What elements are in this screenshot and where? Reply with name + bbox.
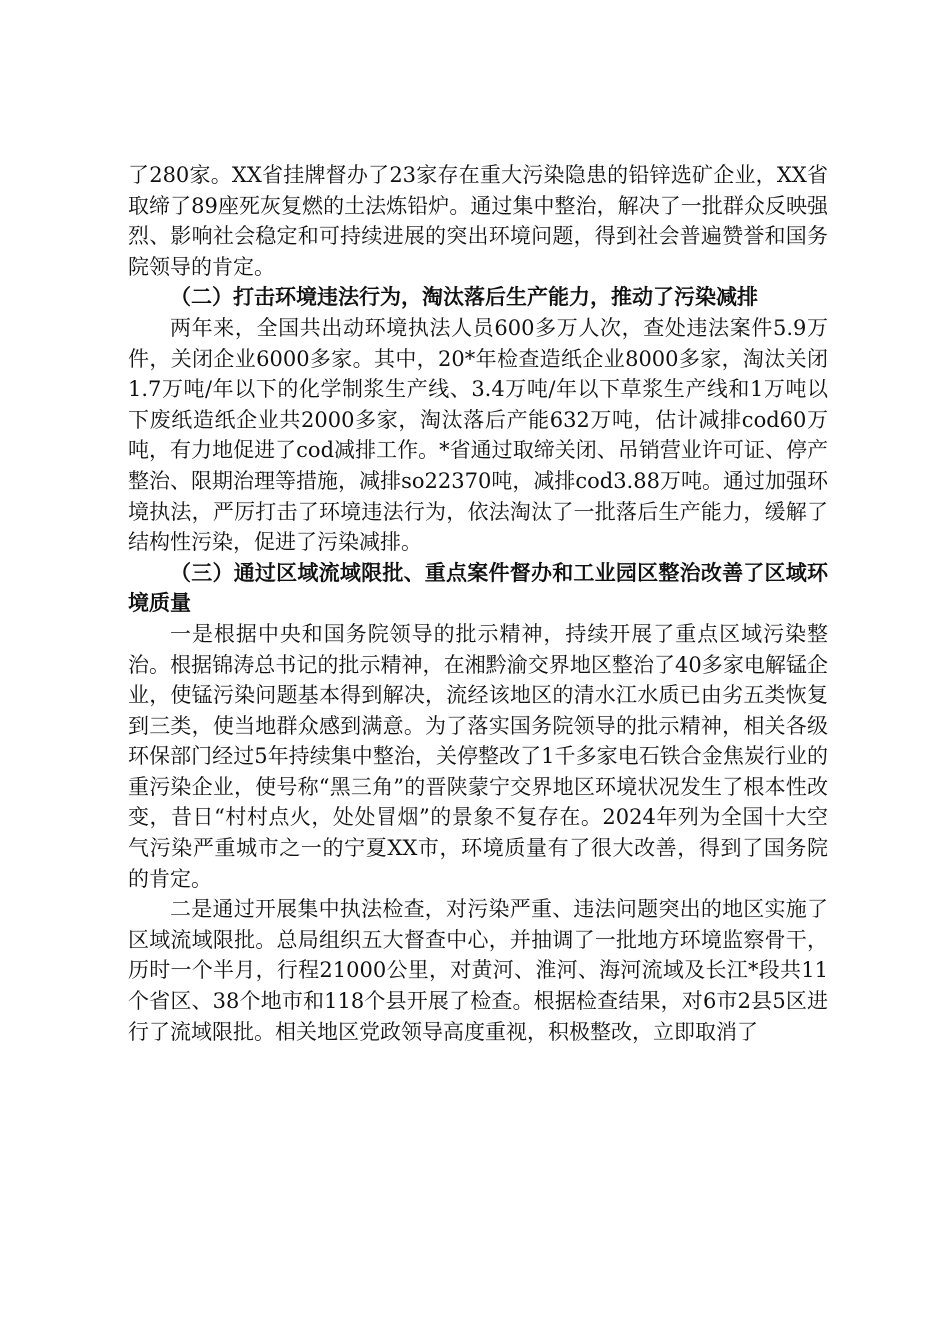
document-body xyxy=(128,160,828,1047)
paragraph-enforcement: 两年来，全国共出动环境执法人员600多万人次，查处违法案件5.9万件，关闭企业6000多家。其中，20*年检查造纸企业8000多家，淘汰关闭1.7万吨/年以下的化学制浆生产线、3.4万吨/年以下草浆生产线和1万吨以下废纸造纸企业共2000多家，淘汰落后产能632万吨，估计减排cod60万吨，有力地促进了cod减排工作。*省通过取缔关闭、吊销营业许可证、停产整治、限期治理等措施，减排so22370吨，减排cod3.88万吨。通过加强环境执法，严厉打击了环境违法行为，依法淘汰了一批落后生产能力，缓解了结构性污染，促进了污染减排。 xyxy=(128,315,828,555)
paragraph-regional-remediation: 一是根据中央和国务院领导的批示精神，持续开展了重点区域污染整治。根据锦涛总书记的批示精神，在湘黔渝交界地区整治了40多家电解锰企业，使锰污染问题基本得到解决，流经该地区的清水江水质已由劣五类恢复到三类，使当地群众感到满意。为了落实国务院领导的批示精神，相关各级环保部门经过5年持续集中整治，关停整改了1千多家电石铁合金焦炭行业的重污染企业，使号称“黑三角”的晋陕蒙宁交界地区环境状况发生了根本性改变，昔日“村村点火，处处冒烟”的景象不复存在。2024年列为全国十大空气污染严重城市之一的宁夏XX市，环境质量有了很大改善，得到了国务院的肯定。 xyxy=(128,621,828,891)
section-heading-2: （二）打击环境违法行为，淘汰落后生产能力，推动了污染减排 xyxy=(170,285,758,310)
paragraph-continued: 了280家。XX省挂牌督办了23家存在重大污染隐患的铅锌选矿企业，XX省取缔了89座死灰复燃的土法炼铅炉。通过集中整治，解决了一批群众反映强烈、影响社会稳定和可持续进展的突出环境问题，得到社会普遍赞誉和国务院领导的肯定。 xyxy=(128,163,828,279)
paragraph-basin-restriction: 二是通过开展集中执法检查，对污染严重、违法问题突出的地区实施了区域流域限批。总局组织五大督查中心，并抽调了一批地方环境监察骨干，历时一个半月，行程21000公里，对黄河、淮河、海河流域及长江*段共11个省区、38个地市和118个县开展了检查。根据检查结果，对6市2县5区进行了流域限批。相关地区党政领导高度重视，积极整改，立即取消了 xyxy=(128,897,828,1044)
section-heading-3: （三）通过区域流域限批、重点案件督办和工业园区整治改善了区域环境质量 xyxy=(128,560,828,616)
